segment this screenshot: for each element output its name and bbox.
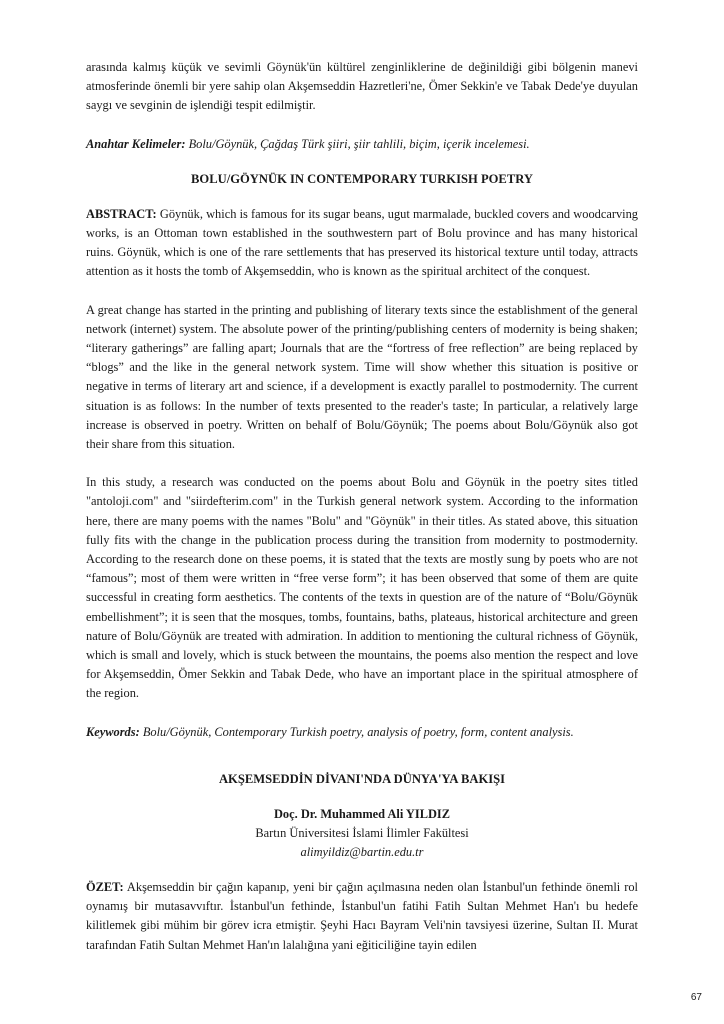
abstract-paragraph-2: A great change has started in the printing and publishing of literary texts since the establishment of the general network (internet) system. The absolute power of the printing/publishing centers of modernity is being shaken; “literary gatherings” are falling apart; Journals that are the “fortress of free reflection” are being replaced by “blogs” and the like in the general network system. Time will show whether this situation is positive or negative in terms of literary art and science, if a development is exactly parallel to postmodernity. The current situation is as follows: In the number of texts presented to the reader's taste; In particular, a relatively large increase is observed in poetry. Written on behalf of Bolu/Göynük; The poems about Bolu/Göynük also got their share from this situation. bbox=[86, 302, 638, 452]
page-number: 67 bbox=[690, 992, 702, 1003]
abstract-label: ABSTRACT: bbox=[86, 206, 157, 221]
intro-paragraph: arasında kalmış küçük ve sevimli Göynük'ün kültürel zenginliklerine de değinildiği gibi bölgenin manevi atmosferinde önemli bir yere sahip olan Akşemseddin Hazretleri'ne, Ömer Sekkin'e ve Tabak Dede'ye duyulan saygı ve sevginin de işlendiği tespit edilmiştir. bbox=[86, 60, 638, 113]
abstract-paragraph-3: In this study, a research was conducted on the poems about Bolu and Göynük in the poetry sites titled "antoloji.com" and "siirdefterim.com" in the Turkish general network system. According to the information here, there are many poems with the names "Bolu" and "Göynük" in their titles. As stated above, this situation fully fits with the change in the publication process during the transition from modernity to postmodernity. According to the research done on these poems, it is stated that the texts are mostly sung by poets who are not “famous”; most of them were written in “free verse form”; it has been observed that some of them are quite successful in creating form aesthetics. The contents of the texts in question are of the nature of “Bolu/Göynük embellishment”; it is seen that the mosques, tombs, fountains, baths, plateaus, historical architecture and green nature of Bolu/Göynük are treated with admiration. In addition to mentioning the cultural richness of Göynük, which is small and lovely, which is stuck between the mountains, the poems also mention the respect and love for Akşemseddin, Ömer Sekkin and Tabak Dede, who have an important place in the spiritual atmosphere of the region. bbox=[86, 475, 638, 701]
turkish-keywords-text: Bolu/Göynük, Çağdaş Türk şiiri, şiir tahlili, biçim, içerik incelemesi. bbox=[188, 136, 530, 151]
author-email: alimyildiz@bartin.edu.tr bbox=[300, 844, 424, 859]
english-title: BOLU/GÖYNÜK IN CONTEMPORARY TURKISH POETRY bbox=[191, 171, 533, 186]
author-name: Doç. Dr. Muhammed Ali YILDIZ bbox=[273, 806, 450, 821]
turkish-keywords bbox=[86, 135, 638, 154]
abstract-text-1: Göynük, which is famous for its sugar beans, ugut marmalade, buckled covers and woodcarving works, is an Ottoman town established in the southwestern part of Bolu province and has many historical ruins. Göynük, which is one of the rare settlements that has preserved its historical texture until today, attracts attention as it hosts the tomb of Akşemseddin, who is known as the spiritual architect of the conquest. bbox=[86, 206, 638, 279]
turkish-keywords-label: Anahtar Kelimeler: bbox=[86, 136, 186, 151]
ozet-text: Akşemseddin bir çağın kapanıp, yeni bir çağın açılmasına neden olan İstanbul'un fethinde önemli rol oynamış bir mutasavvıftır. İstanbul'un fethinde, İstanbul'un fatihi Fatih Sultan Mehmet Han'ı bu hedefe kilitlemek gibi mühim bir görev icra etmiştir. Şeyhi Hacı Bayram Veli'nin tavsiyesi üzerine, Sultan II. Murat tarafından Fatih Sultan Mehmet Han'ın lalalığına yani eğiticiliğine tayin edilen bbox=[86, 879, 638, 952]
page-body bbox=[86, 58, 638, 955]
second-paper-title: AKŞEMSEDDİN DİVANI'NDA DÜNYA'YA BAKIŞI bbox=[218, 771, 506, 786]
ozet-paragraph bbox=[86, 878, 638, 955]
english-keywords bbox=[86, 723, 638, 742]
english-keywords-text: Bolu/Göynük, Contemporary Turkish poetry, analysis of poetry, form, content analysis. bbox=[142, 724, 574, 739]
english-keywords-label: Keywords: bbox=[86, 724, 140, 739]
author-affiliation: Bartın Üniversitesi İslami İlimler Fakültesi bbox=[255, 825, 469, 840]
ozet-label: ÖZET: bbox=[86, 879, 124, 894]
abstract-paragraph-1 bbox=[86, 205, 638, 282]
